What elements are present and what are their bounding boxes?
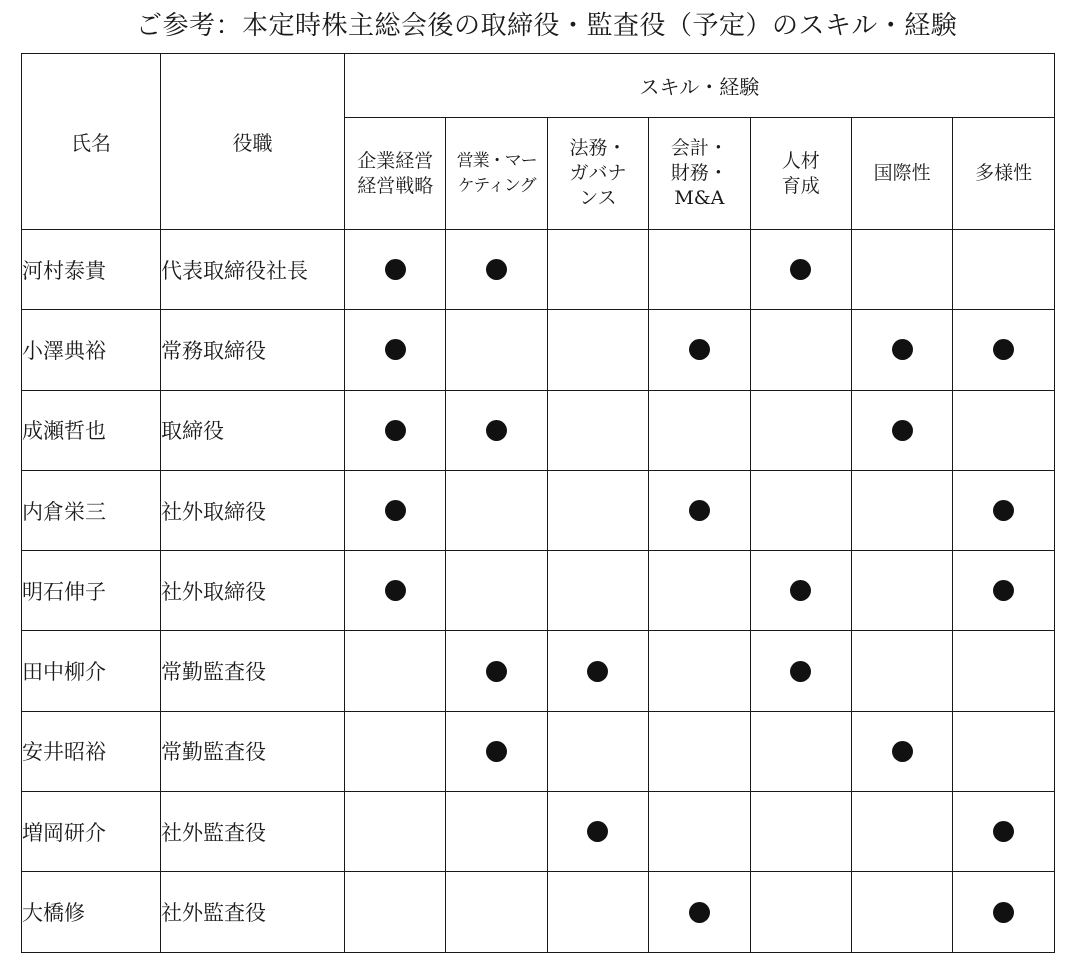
header-role: 役職 [161,54,345,230]
skill-cell [953,711,1054,791]
skill-cell [446,551,547,631]
skill-cell [446,711,547,791]
skill-mark-dot [587,661,608,682]
page-title: ご参考：本定時株主総会後の取締役・監査役（予定）のスキル・経験 [136,11,958,41]
director-role: 常勤監査役 [161,631,345,711]
director-name: 内倉栄三 [22,470,161,550]
skill-cell [345,792,446,872]
skill-mark-dot [385,259,406,280]
skill-cell [547,310,648,390]
skill-cell [953,631,1054,711]
skill-cell [547,390,648,470]
skill-cell [953,390,1054,470]
skill-cell [750,631,851,711]
skill-cell [547,792,648,872]
skill-cell [649,551,750,631]
skill-cell [851,792,952,872]
skill-mark-dot [790,580,811,601]
table-row [22,551,1055,631]
skill-cell [345,310,446,390]
skill-cell [953,470,1054,550]
director-name: 増岡研介 [22,792,161,872]
skill-cell [750,792,851,872]
skill-cell [649,631,750,711]
director-role: 常務取締役 [161,310,345,390]
skill-cell [649,390,750,470]
skill-mark-dot [689,339,710,360]
header-skill: 法務・ ガバナ ンス [547,118,648,230]
skill-cell [750,551,851,631]
director-role: 代表取締役社長 [161,230,345,310]
table-row [22,711,1055,791]
skill-mark-dot [486,741,507,762]
skill-cell [750,230,851,310]
skill-mark-dot [993,821,1014,842]
skill-mark-dot [790,259,811,280]
director-role: 取締役 [161,390,345,470]
skills-table [21,53,1055,953]
skill-cell [547,551,648,631]
skill-cell [547,872,648,952]
skill-cell [953,310,1054,390]
skill-cell [345,390,446,470]
skill-cell [851,230,952,310]
skill-mark-dot [993,902,1014,923]
director-role: 社外取締役 [161,551,345,631]
skill-cell [446,390,547,470]
skill-cell [851,470,952,550]
skill-mark-dot [689,500,710,521]
table-row [22,310,1055,390]
skill-cell [750,872,851,952]
skill-mark-dot [385,420,406,441]
skill-cell [547,470,648,550]
skill-cell [446,470,547,550]
skill-cell [750,470,851,550]
skill-cell [345,470,446,550]
skill-mark-dot [993,580,1014,601]
skill-cell [345,551,446,631]
director-name: 大橋修 [22,872,161,952]
skill-cell [750,390,851,470]
skill-cell [851,631,952,711]
skill-mark-dot [486,661,507,682]
skill-mark-dot [790,661,811,682]
skill-cell [446,230,547,310]
skill-mark-dot [385,580,406,601]
skill-cell [649,310,750,390]
skill-cell [446,792,547,872]
skill-cell [953,230,1054,310]
director-name: 安井昭裕 [22,711,161,791]
skill-cell [547,711,648,791]
director-name: 成瀬哲也 [22,390,161,470]
director-name: 明石伸子 [22,551,161,631]
skill-cell [851,310,952,390]
header-skill: 会計・ 財務・ M&A [649,118,750,230]
director-role: 社外取締役 [161,470,345,550]
director-role: 常勤監査役 [161,711,345,791]
skill-mark-dot [385,339,406,360]
skill-mark-dot [385,500,406,521]
director-name: 田中柳介 [22,631,161,711]
skill-mark-dot [486,259,507,280]
skill-cell [345,711,446,791]
skill-mark-dot [892,420,913,441]
skill-cell [446,631,547,711]
skill-cell [446,310,547,390]
table-row [22,792,1055,872]
skill-cell [750,310,851,390]
skill-cell [345,230,446,310]
skill-mark-dot [486,420,507,441]
director-role: 社外監査役 [161,872,345,952]
skill-cell [547,631,648,711]
skill-cell [851,711,952,791]
table-row [22,390,1055,470]
skill-cell [345,631,446,711]
skill-cell [649,230,750,310]
skill-cell [750,711,851,791]
skill-mark-dot [993,339,1014,360]
table-row [22,470,1055,550]
skill-cell [547,230,648,310]
header-skill: 企業経営 経営戦略 [345,118,446,230]
header-skill: 営業・マー ケティング [446,118,547,230]
skill-cell [953,551,1054,631]
header-skills-group: スキル・経験 [345,54,1055,118]
header-skill: 人材 育成 [750,118,851,230]
skill-mark-dot [892,339,913,360]
table-row [22,872,1055,952]
skill-cell [851,872,952,952]
skill-mark-dot [993,500,1014,521]
skill-cell [649,470,750,550]
skill-cell [851,390,952,470]
skill-cell [446,872,547,952]
header-skill: 多様性 [953,118,1054,230]
skill-cell [345,872,446,952]
table-row [22,631,1055,711]
table-row [22,230,1055,310]
director-name: 小澤典裕 [22,310,161,390]
skill-mark-dot [892,741,913,762]
director-role: 社外監査役 [161,792,345,872]
director-name: 河村泰貴 [22,230,161,310]
header-skill: 国際性 [851,118,952,230]
skill-mark-dot [689,902,710,923]
skill-cell [649,792,750,872]
skill-mark-dot [587,821,608,842]
skill-cell [953,792,1054,872]
header-name: 氏名 [22,54,161,230]
skill-cell [649,711,750,791]
skill-cell [953,872,1054,952]
skill-cell [649,872,750,952]
skill-cell [851,551,952,631]
